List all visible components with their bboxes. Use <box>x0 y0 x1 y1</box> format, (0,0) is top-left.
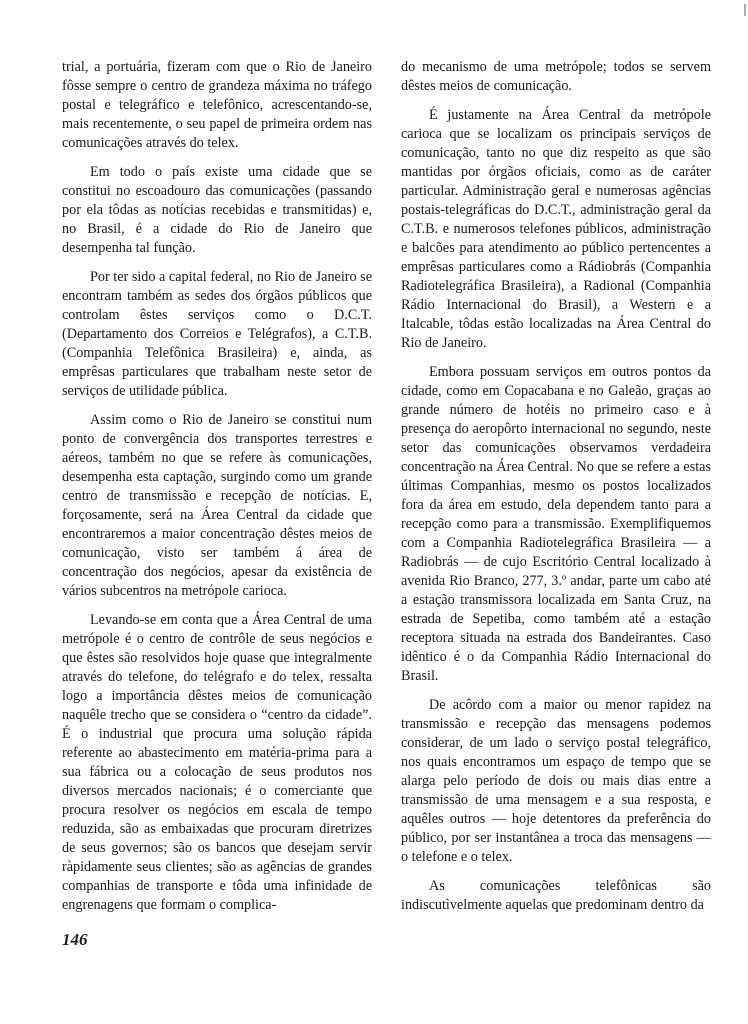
paragraph: Assim como o Rio de Janeiro se constitui num ponto de convergência dos transportes terrestres e aéreos, também no que se refere às comunicações, desempenha esta captação, surgindo como um grande centro de transmissão e recepção de notícias. E, forçosamente, será na Área Central da cidade que encontraremos a maior concentração dêstes meios de comunicação, visto ser também á área de concentração dos negócios, apesar da existência de vários subcentros na metrópole carioca. <box>62 412 372 599</box>
right-text-column <box>401 58 711 925</box>
paragraph: Em todo o país existe uma cidade que se constitui no escoadouro das comunicações (passando por ela tôdas as notícias recebidas e transmitidas) e, no Brasil, é a cidade do Rio de Janeiro que desempenha tal função. <box>62 164 372 256</box>
page-edge-mark <box>738 4 746 16</box>
page-number: 146 <box>62 930 88 949</box>
paragraph: É justamente na Área Central da metrópole carioca que se localizam os principais serviços de comunicação, tanto no que diz respeito as que são mantidas por órgãos oficiais, como as de caráter particular. Administração geral e numerosas agências postais-telegráficas do D.C.T., administração geral da C.T.B. e numerosos telefones públicos, administração e balcões para atendimento ao público pertencentes a emprêsas particulares como a Rádiobrás (Companhia Radiotelegráfica Brasileira), a Radional (Companhia Rádio Internacional do Brasil), a Western e a Italcable, tôdas estão localizadas na Área Central do Rio de Janeiro. <box>401 107 711 351</box>
paragraph: Levando-se em conta que a Área Central de uma metrópole é o centro de contrôle de seus negócios e que êstes são resolvidos hoje quase que integralmente através do telefone, do telégrafo e do telex, ressalta logo a importância dêstes meios de comunicação naquêle trecho que se considera o “centro da cidade”. É o industrial que procura uma solução rápida referente ao abastecimento em matéria-prima para a sua fábrica ou a colocação de seus produtos nos diversos mercados nacionais; é o comerciante que procura resolver os negócios em escala de tempo reduzida, são as embaixadas que procuram diretrizes de seus governos; são os bancos que desejam servir ràpidamente seus clientes; são as agências de grandes companhias de transporte e tôda uma infinidade de engrenagens que formam o complica- <box>62 612 372 913</box>
paragraph: De acôrdo com a maior ou menor rapidez na transmissão e recepção das mensagens podemos considerar, de um lado o serviço postal telegráfico, nos quais encontramos um espaço de tempo que se alarga pelo período de dois ou mais dias entre a transmissão de uma mensagem e a sua resposta, e aquêles outros — hoje detentores da preferência do público, por ser instantânea a troca das mensagens — o telefone e o telex. <box>401 697 711 865</box>
paragraph: Embora possuam serviços em outros pontos da cidade, como em Copacabana e no Galeão, graças ao grande número de hotéis no primeiro caso e à presença do aeropôrto internacional no segundo, neste setor das comunicações observamos verdadeira concentração na Área Central. No que se refere a estas últimas Companhias, mesmo os postos localizados fora da área em estudo, dela dependem tanto para a recepção como para a transmissão. Exemplifiquemos com a Companhia Radiotelegráfica Brasileira — a Radiobrás — de cujo Escritório Central localizado à avenida Rio Branco, 277, 3.º andar, parte um cabo até a estação transmissora localizada em Santa Cruz, na estrada de Sepetiba, como também até a estação receptora situada na estrada dos Bandeirantes. Caso idêntico é o da Companhia Rádio Internacional do Brasil. <box>401 364 711 684</box>
paragraph: As comunicações telefônicas são indiscutìvelmente aquelas que predominam dentro da <box>401 878 711 913</box>
paragraph: Por ter sido a capital federal, no Rio de Janeiro se encontram também as sedes dos órgãos públicos que controlam êstes serviços como o D.C.T. (Departamento dos Correios e Telégrafos), a C.T.B. (Companhia Telefônica Brasileira) e, ainda, as emprêsas particulares que trabalham neste setor de serviços de utilidade pública. <box>62 269 372 399</box>
paragraph: do mecanismo de uma metrópole; todos se servem dêstes meios de comunicação. <box>401 59 711 94</box>
paragraph: trial, a portuária, fizeram com que o Rio de Janeiro fôsse sempre o centro de grandeza máxima no tráfego postal e telegráfico e telefônico, acrescentando-se, mais recentemente, o seu papel de primeira ordem nas comunicações através do telex. <box>62 59 372 151</box>
left-text-column <box>62 58 372 925</box>
